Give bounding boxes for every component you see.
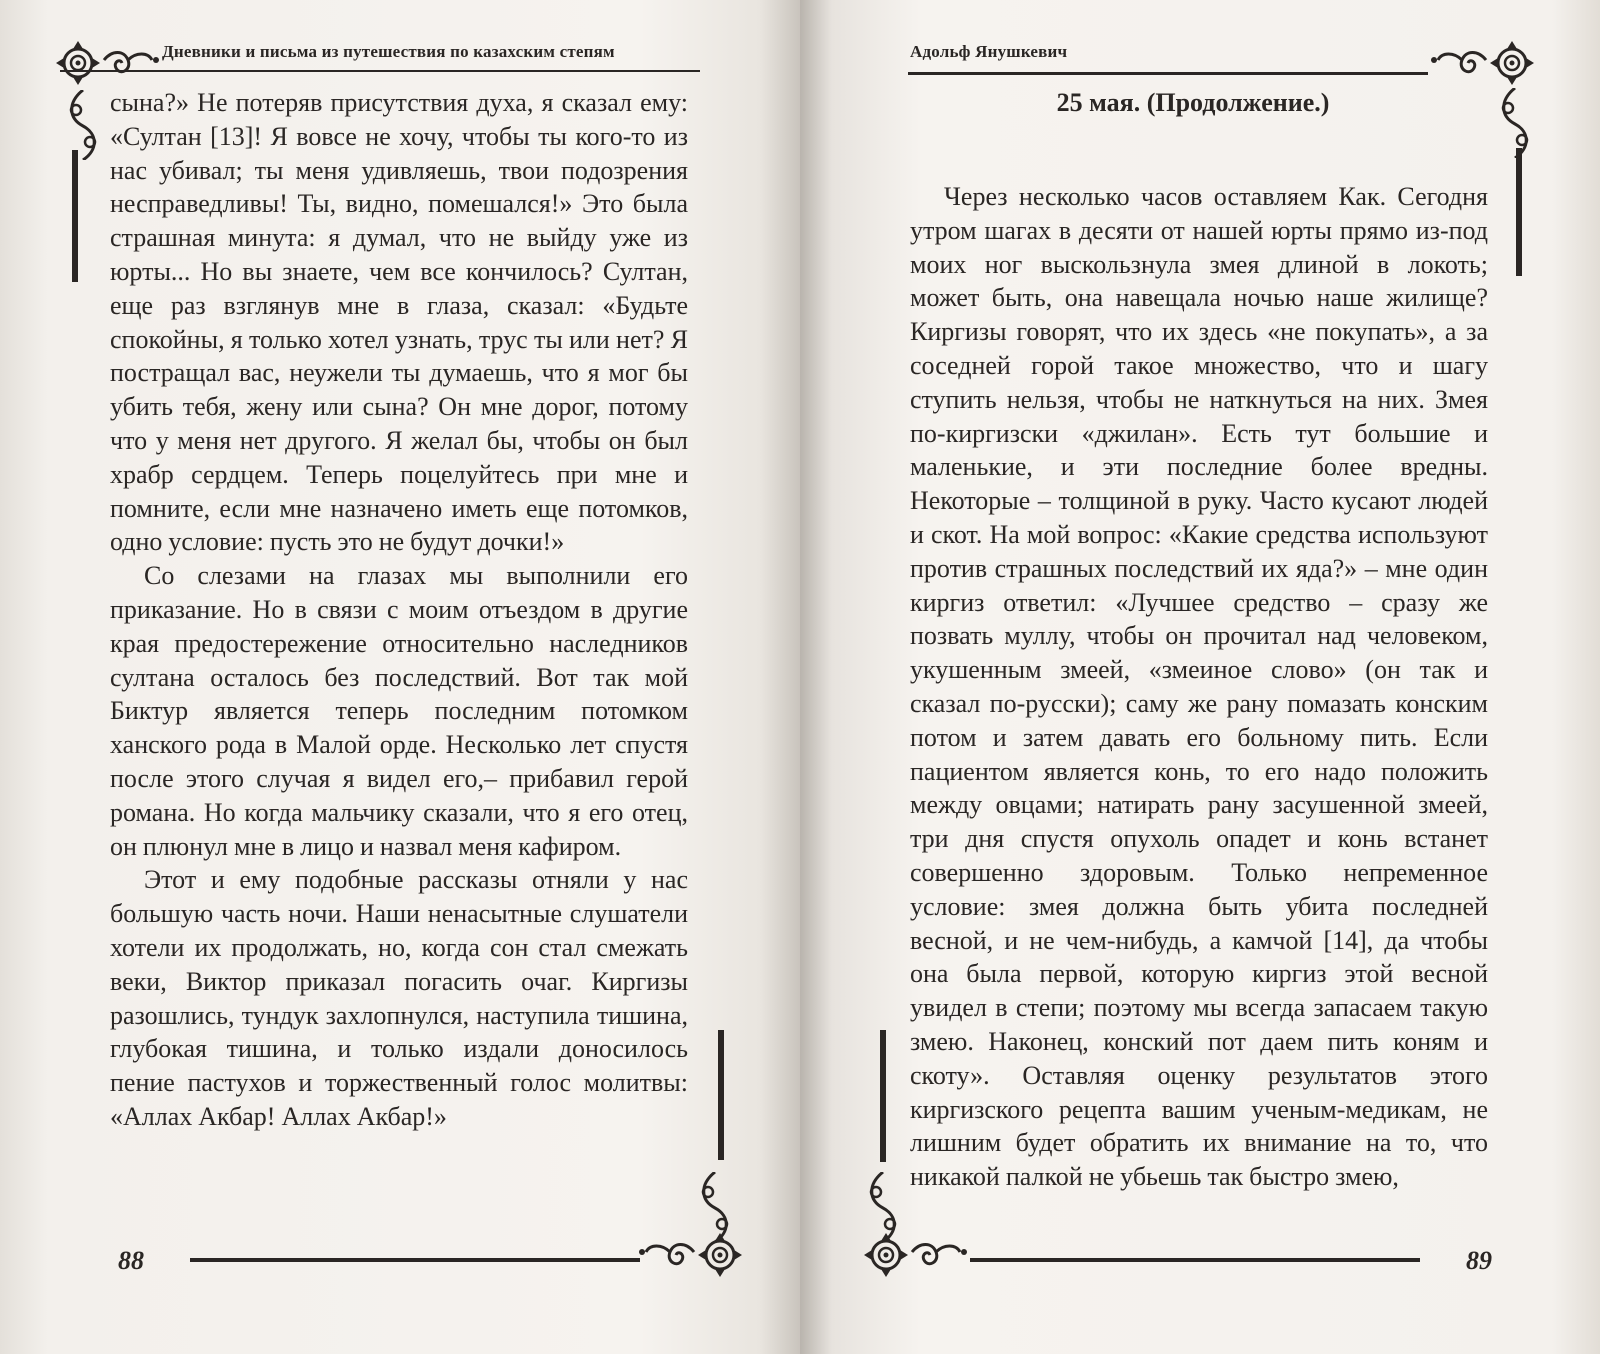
header-rule [908,72,1428,75]
running-head: Дневники и письма из путешествия по казахским степям [162,42,615,61]
footer-rule [970,1258,1420,1262]
margin-bar [72,150,78,282]
paragraph: Со слезами на глазах мы выполнили его приказание. Но в связи с моим отъездом в другие края предостережение относительно наследников султана осталось без последствий. Вот так мой Биктур является теперь последним потомком ханского рода в Малой орде. Несколько лет спустя после этого случая я видел его,– прибавил герой романа. Но когда мальчику сказали, что я его отец, он плюнул мне в лицо и назвал меня кафиром. [110,561,688,861]
left-body-text [110,86,688,1134]
margin-bar [1516,148,1522,276]
right-body-text [910,180,1488,1194]
corner-ornament-icon [636,1230,746,1280]
paragraph: Через несколько часов оставляем Как. Сегодня утром шагах в десяти от нашей юрты прямо из-под моих ног выскользнула змея длиной в локоть; может быть, она навещала ночью наше жилище? Киргизы говорят, что их здесь «не покупать», а за соседней горой такое множество, что и шагу ступить нельзя, чтобы не наткнуться на них. Змея по-киргизски «джилан». Есть тут большие и маленькие, и эти последние более вредны. Некоторые – толщиной в руку. Часто кусают людей и скот. На мой вопрос: «Какие средства используют против страшных последствий их яда?» – мне один киргиз ответил: «Лучшее средство – сразу же позвать муллу, чтобы он прочитал над человеком, укушенным змеей, «змеиное слово» (он так и сказал по-русски); саму же рану помазать конским потом и затем давать его больному пить. Если пациентом является конь, то его надо положить между овцами; натирать рану засушенной змеей, три дня спустя опухоль опадет и конь встанет совершенно здоровым. Только непременное условие: змея должна быть убита последней весной, и не чем-нибудь, а камчой [14], да чтобы она была первой, которую киргиз этой весной увидел в степи; поэтому мы всегда запасаем такую змею. Наконец, конский пот даем пить коням и скоту». Оставляя оценку результатов этого киргизского рецепта вашим ученым-медикам, не лишним будет обратить их внимание на то, что никакой палкой не убьешь так быстро змею, [910,182,1488,1192]
corner-ornament-icon [860,1230,970,1280]
footer-rule [190,1258,640,1262]
scroll-ornament-icon [58,90,108,160]
running-head: Адольф Янушкевич [910,42,1068,61]
page-number: 88 [118,1246,144,1275]
page-number: 89 [1466,1246,1492,1275]
right-page [800,0,1600,1354]
margin-bar [718,1030,724,1160]
paragraph: сына?» Не потеряв присутствия духа, я сказал ему: «Султан [13]! Я вовсе не хочу, чтобы ты кого-то из нас убивал; ты меня удивляешь, твои подозрения несправедливы! Ты, видно, помешался!» Это была страшная минута: я думал, что не выйду уже из юрты... Но вы знаете, чем все кончилось? Султан, еще раз взглянув мне в глаза, сказал: «Будьте спокойны, я только хотел узнать, трус ты или нет? Я постращал вас, неужели ты думаешь, что я мог бы убить тебя, жену или сына? Он мне дорог, потому что у меня нет другого. Я желал бы, чтобы он был храбр сердцем. Теперь поцелуйтесь при мне и помните, если мне назначено иметь еще потомков, одно условие: пусть это не будут дочки!» [110,88,688,557]
margin-bar [880,1030,886,1162]
paragraph: Этот и ему подобные рассказы отняли у нас большую часть ночи. Наши ненасытные слушатели хотели их продолжать, но, когда сон стал смежать веки, Виктор приказал погасить очаг. Киргизы разошлись, тундук захлопнулся, наступила тишина, глубокая тишина, и только издали доносилось пение пастухов и торжественный голос молитвы: «Аллах Акбар! Аллах Акбар!» [110,865,688,1131]
scroll-ornament-icon [1490,88,1540,158]
header-rule [60,70,700,72]
corner-ornament-icon [1428,38,1538,88]
corner-ornament-icon [52,38,162,88]
section-title: 25 мая. (Продолжение.) [1056,88,1330,117]
